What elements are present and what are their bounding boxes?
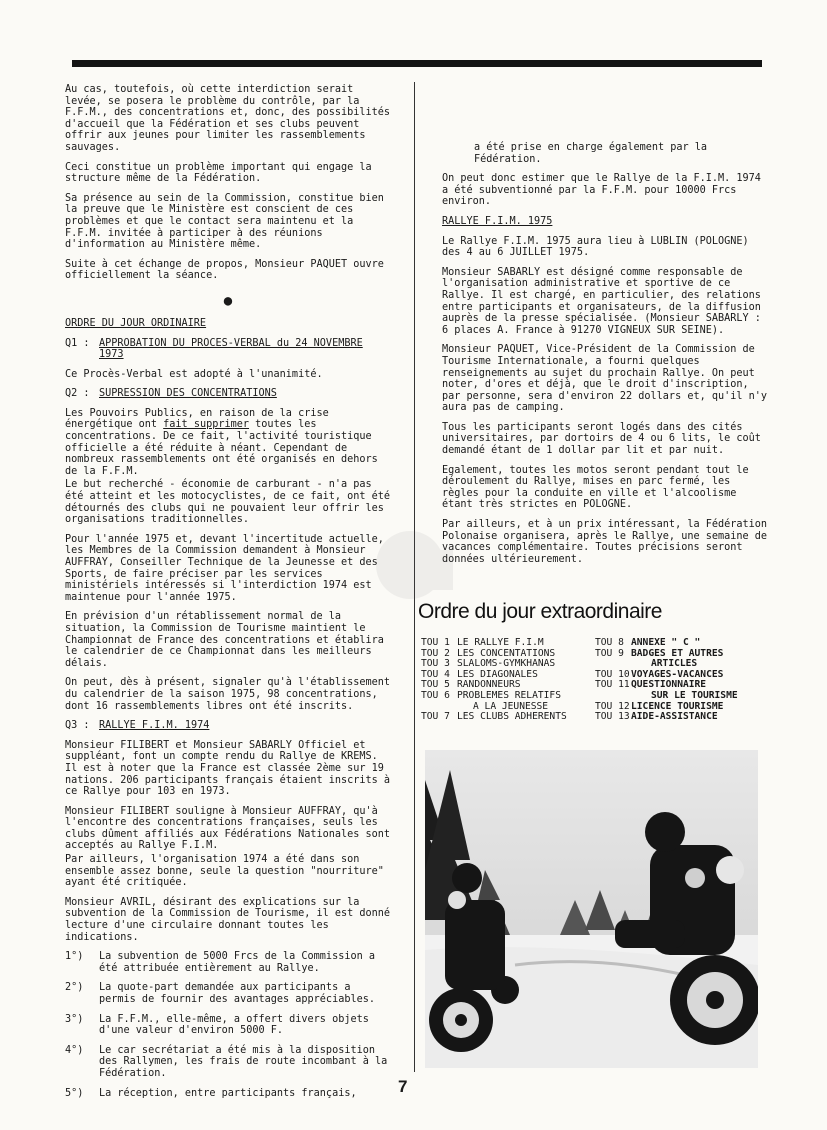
extraordinaire-title: Ordre du jour extraordinaire [418, 600, 662, 623]
question-title: SUPRESSION DES CONCENTRATIONS [99, 388, 277, 400]
paragraph: Egalement, toutes les motos seront pendant tout le déroulement du Rallye, mises en parc fermé, les règles pour la conduite en ville et l'alcoolisme étant très strictes en POLOGNE. [442, 464, 749, 511]
item-text: La quote-part demandée aux participants a permis de fournir des avantages appréciables. [99, 982, 376, 1005]
item-label: SUR LE TOURISME [651, 689, 738, 701]
watermark-logo [370, 520, 460, 610]
item-label: A LA JEUNESSE [473, 700, 549, 712]
item-label: LES CONCENTATIONS [457, 647, 556, 659]
extraordinaire-list [421, 638, 766, 723]
paragraph: Monsieur PAQUET, Vice-Président de la Commission de Tourisme Internationale, a fourni quelques renseignements au sujet du prochain Rallye. On peut noter, d'ores et déjà, que le droit d'inscription, par personne, sera d'environ 22 dollars et, qu'il n'y aura pas de camping. [442, 344, 768, 414]
text-run: Les Pouvoirs Publics, en raison de la crise énergétique ont [65, 407, 329, 431]
item-code: TOU 10 [595, 668, 630, 680]
item-text: Le car secrétariat a été mis à la disposition des Rallymen, les frais de route incombant à la Fédération. [99, 1044, 388, 1079]
paragraph [65, 408, 391, 478]
item-label: SLALOMS-GYMKHANAS [457, 658, 556, 670]
item-label: RANDONNEURS [457, 679, 521, 691]
text-run: toutes les concentrations. De ce fait, l'activité touristique officielle a été réduite à néant. Cependant de nombreux rassemblements ont été organisés en dehors de la F.F.M. [65, 419, 378, 477]
question-heading-q1 [65, 338, 391, 361]
item-code: TOU 8 [595, 637, 624, 648]
rally-photo [425, 750, 758, 1068]
section-bullet: ● [223, 292, 233, 309]
paragraph: Par ailleurs, et à un prix intéressant, la Fédération Polonaise organisera, après le Rallye, une semaine de vacances complémentaire. Toutes précisions seront données ultérieurement. [442, 519, 768, 565]
item-label: LICENCE TOURISME [631, 700, 724, 712]
paragraph: Par ailleurs, l'organisation 1974 a été dans son ensemble assez bonne, seule la question "nourriture" ayant été critiquée. [65, 854, 384, 889]
question-title: APPROBATION DU PROCES-VERBAL du 24 NOVEMBRE 1973 [99, 337, 363, 361]
item-label: AIDE-ASSISTANCE [631, 711, 718, 723]
question-heading-q3 [65, 720, 391, 732]
item-text: La réception, entre participants français, [99, 1087, 357, 1099]
item-label: BADGES ET AUTRES [631, 647, 724, 659]
paragraph: Sa présence au sein de la Commission, constitue bien la preuve que le Ministère est conscient de ces problèmes et que le contact sera maintenu et la F.F.M. invitée à participer à des réunions d'information au Ministère même. [65, 192, 384, 251]
rally-1975-heading: RALLYE F.I.M. 1975 [442, 215, 553, 227]
item-label: ARTICLES [651, 658, 698, 670]
paragraph: Suite à cet échange de propos, Monsieur PAQUET ouvre officiellement la séance. [65, 258, 384, 282]
motorcyclists-snow-image [425, 750, 758, 1068]
paragraph: Au cas, toutefois, où cette interdiction serait levée, se posera le problème du contrôle, par la F.F.M., des concentrations et, donc, des possibilités d'accueil que la Fédération et ses clubs peuvent offrir aux jeunes pour limiter les rassemblements sauvages. [65, 84, 391, 153]
numbered-item [65, 1014, 391, 1037]
item-code: TOU 2 [421, 647, 450, 659]
question-heading-q2 [65, 388, 391, 400]
item-code: TOU 11 [595, 679, 630, 691]
top-rule [72, 60, 762, 67]
underlined-text: fait supprimer [163, 419, 250, 431]
item-code: TOU 4 [421, 668, 450, 680]
paragraph: Monsieur FILIBERT et Monsieur SABARLY Officiel et suppléant, font un compte rendu du Rallye de KREMS. Il est à noter que la France est classée 2ème sur 19 nations. 206 participants français étaient inscrits à ce Rallye pour 103 en 1973. [65, 739, 391, 798]
paragraph: En prévision d'un rétablissement normal de la situation, la Commission de Tourisme maintient le Championnat de France des concentrations et établira le calendrier de ce Championnat dans les meilleurs délais. [65, 611, 384, 669]
item-code: TOU 6 [421, 689, 450, 701]
paragraph: Monsieur SABARLY est désigné comme responsable de l'organisation administrative et sportive de ce Rallye. Il est chargé, en particulier, des relations entre participants et organisateurs, de la diffusion auprès de la presse spécialisée. (Monsieur SABARLY : 6 places A. France à 91270 VIGNEUX SUR SEINE). [442, 266, 761, 336]
item-code: TOU 12 [595, 700, 630, 712]
item-code: TOU 5 [421, 679, 450, 691]
item-text: La subvention de 5000 Frcs de la Commission a été attribuée entièrement au Rallye. [99, 951, 376, 974]
paragraph: Tous les participants seront logés dans des cités universitaires, par dortoirs de 4 ou 6 lits, le coût demandé étant de 1 dollar par lit et par nuit. [442, 421, 761, 457]
paragraph: Ce Procès-Verbal est adopté à l'unanimité. [65, 368, 323, 380]
item-number: 4°) [65, 1044, 84, 1056]
question-title: RALLYE F.I.M. 1974 [99, 720, 210, 732]
item-code [595, 691, 631, 702]
paragraph: Ceci constitue un problème important qui engage la structure même de la Fédération. [65, 161, 372, 185]
item-code: TOU 9 [595, 647, 624, 659]
item-code: TOU 7 [421, 711, 450, 723]
ordre-heading: ORDRE DU JOUR ORDINAIRE [65, 317, 207, 329]
item-label: VOYAGES-VACANCES [631, 668, 724, 680]
item-number: 5°) [65, 1087, 84, 1099]
paragraph: Le but recherché - économie de carburant - n'a pas été atteint et les motocyclistes, de ce fait, ont été détournés des clubs qui ne pouvaient leur offrir les organisations traditionnelles. [65, 479, 391, 526]
item-number: 3°) [65, 1013, 84, 1025]
numbered-item [65, 1088, 391, 1100]
item-code: TOU 3 [421, 658, 450, 670]
paragraph: Pour l'année 1975 et, devant l'incertitude actuelle, les Membres de la Commission demandent à Monsieur AUFFRAY, Conseiller Technique de la Jeunesse et des Sports, de faire préciser par les services ministériels intéressés si l'interdiction 1974 est maintenue pour l'année 1975. [65, 533, 384, 603]
item-label: LES CLUBS ADHERENTS [457, 711, 567, 723]
question-number: Q1 : [65, 337, 90, 349]
item-number: 1°) [65, 951, 84, 963]
item-label: LE RALLYE F.I.M [457, 637, 544, 648]
item-label: LES DIAGONALES [457, 668, 538, 680]
numbered-item [65, 951, 391, 974]
item-label: PROBLEMES RELATIFS [457, 689, 561, 701]
numbered-item [65, 982, 391, 1005]
paragraph: Monsieur FILIBERT souligne à Monsieur AUFFRAY, qu'à l'encontre des concentrations françaises, seuls les clubs dûment affiliés aux Fédérations Nationales sont acceptés au Rallye F.I.M. [65, 805, 391, 852]
page-number: 7 [398, 1077, 408, 1096]
paragraph: Monsieur AVRIL, désirant des explications sur la subvention de la Commission de Tourisme, il est donné lecture d'une circulaire donnant toutes les indications. [65, 896, 391, 943]
paragraph: Le Rallye F.I.M. 1975 aura lieu à LUBLIN (POLOGNE) des 4 au 6 JUILLET 1975. [442, 235, 749, 259]
paragraph: a été prise en charge également par la Fédération. [474, 142, 708, 165]
numbered-item [65, 1045, 391, 1080]
item-label: QUESTIONNAIRE [631, 679, 707, 691]
left-column [65, 84, 391, 1107]
item-text: La F.F.M., elle-même, a offert divers objets d'une valeur d'environ 5000 F. [99, 1013, 369, 1037]
item-number: 2°) [65, 982, 84, 994]
right-column [442, 142, 768, 573]
item-code: TOU 13 [595, 711, 630, 723]
item-label: ANNEXE " C " [631, 637, 701, 648]
question-number: Q3 : [65, 720, 90, 732]
paragraph: On peut, dès à présent, signaler qu'à l'établissement du calendrier de la saison 1975, 98 concentrations, dont 16 rassemblements libres ont été inscrits. [65, 677, 391, 712]
paragraph: On peut donc estimer que le Rallye de la F.I.M. 1974 a été subventionné par la F.F.M. pour 10000 Frcs environ. [442, 173, 761, 208]
item-code: TOU 1 [421, 637, 450, 648]
question-number: Q2 : [65, 388, 90, 400]
